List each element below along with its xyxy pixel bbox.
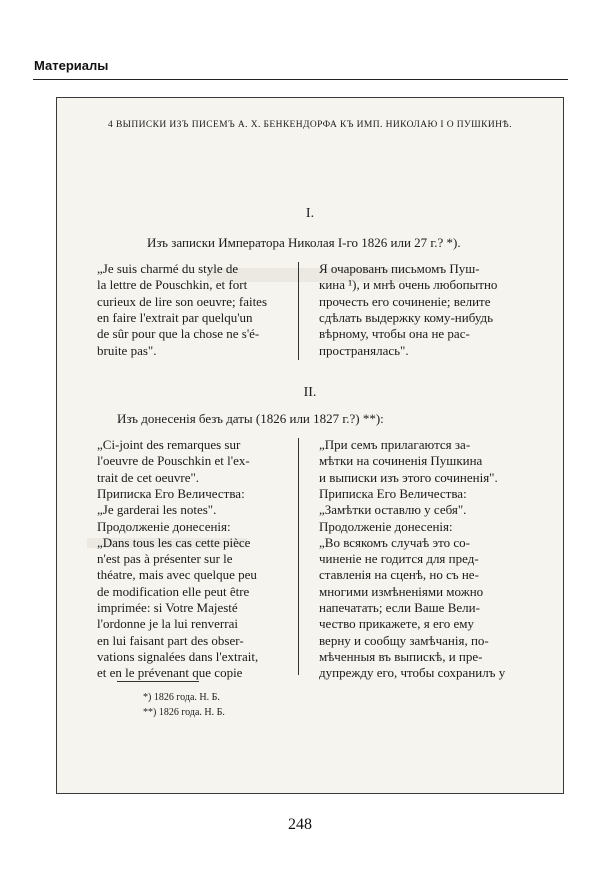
text-line: „Во всякомъ случаѣ это со- (319, 534, 470, 550)
text-line: „Je garderai les notes". (97, 502, 217, 518)
text-line: en faire l'extrait par quelqu'un (97, 309, 253, 325)
text-line: en lui faisant part des obser- (97, 632, 244, 648)
header-rule (33, 79, 568, 80)
text-line: ставленія на сценѣ, но съ не- (319, 567, 479, 583)
text-line: théatre, mais avec quelque peu (97, 567, 257, 583)
text-line: Продолженіе донесенія: (319, 518, 453, 534)
section-numeral-2: II. (303, 385, 317, 400)
text-line: imprimée: si Votre Majesté (97, 600, 238, 615)
column-divider-1 (298, 262, 299, 360)
text-line: верну и сообщу замѣчанія, по- (319, 632, 489, 648)
text-line: Приписка Его Величества: (97, 485, 245, 501)
footnote-rule (117, 681, 199, 682)
section-numeral-1: I. (305, 206, 315, 221)
section-heading-1: Изъ записки Императора Николая I-го 1826 или 27 г.? *). (147, 235, 461, 250)
section-heading-2: Изъ донесенія безъ даты (1826 или 1827 г.?) **): (117, 411, 384, 426)
text-line: „Dans tous les cas cette pièce (97, 534, 251, 550)
text-line: многими измѣненіями можно (319, 583, 484, 599)
text-line: вѣрному, чтобы она не рас- (319, 326, 470, 342)
text-line: la lettre de Pouschkin, et fort (97, 277, 248, 293)
text-line: trait de cet oeuvre". (97, 469, 200, 485)
footnote-1: *) 1826 года. Н. Б. (143, 692, 220, 703)
text-line: и выписки изъ этого сочиненія". (319, 469, 498, 485)
text-line: „Замѣтки оставлю у себя". (319, 502, 467, 518)
text-line: кина ¹), и мнѣ очень любопытно (319, 277, 498, 293)
text-line: bruite pas". (97, 342, 157, 358)
text-line: „Je suis charmé du style de (97, 261, 239, 276)
text-line: Приписка Его Величества: (319, 485, 467, 501)
page-number: 248 (288, 816, 312, 833)
section-header-label: Материалы (34, 58, 109, 73)
text-line: n'est pas à présenter sur le (97, 551, 233, 567)
text-line: l'ordonne je la lui renverrai (97, 616, 238, 632)
text-line: vations signalées dans l'extrait, (97, 648, 259, 664)
text-line: мѣченныя въ выпискѣ, и пре- (319, 648, 483, 664)
text-line: „Ci-joint des remarques sur (97, 437, 241, 452)
text-line: прочесть его сочиненіе; велите (319, 293, 491, 309)
text-line: Продолженіе донесенія: (97, 518, 231, 534)
text-line: Я очарованъ письмомъ Пуш- (319, 261, 480, 276)
running-head: 4 ВЫПИСКИ ИЗЪ ПИСЕМЪ А. Х. БЕНКЕНДОРФА КЪ ИМП. НИКОЛАЮ I О ПУШКИНѢ. (108, 120, 512, 130)
text-line: напечатать; если Ваше Вели- (319, 600, 480, 615)
text-line: de modification elle peut être (97, 583, 250, 599)
text-line: мѣтки на сочиненія Пушкина (319, 453, 483, 469)
footnote-2: **) 1826 года. Н. Б. (143, 707, 225, 718)
text-line: чиненіе не годится для пред- (319, 551, 479, 567)
column-divider-2 (298, 438, 299, 675)
text-line: чество прикажете, я его ему (319, 616, 474, 632)
text-line: дупрежду его, чтобы сохранилъ у (319, 665, 506, 681)
text-line: „При семъ прилагаются за- (319, 437, 471, 452)
text-line: de sûr pour que la chose ne s'é- (97, 326, 260, 342)
text-line: сдѣлать выдержку кому-нибудь (319, 309, 494, 325)
text-line: l'oeuvre de Pouschkin et l'ex- (97, 453, 250, 469)
scanned-page (56, 97, 564, 794)
text-line: curieux de lire son oeuvre; faites (97, 293, 268, 309)
text-line: et en le prévenant que copie (97, 665, 243, 681)
text-line: пространялась". (319, 342, 409, 358)
